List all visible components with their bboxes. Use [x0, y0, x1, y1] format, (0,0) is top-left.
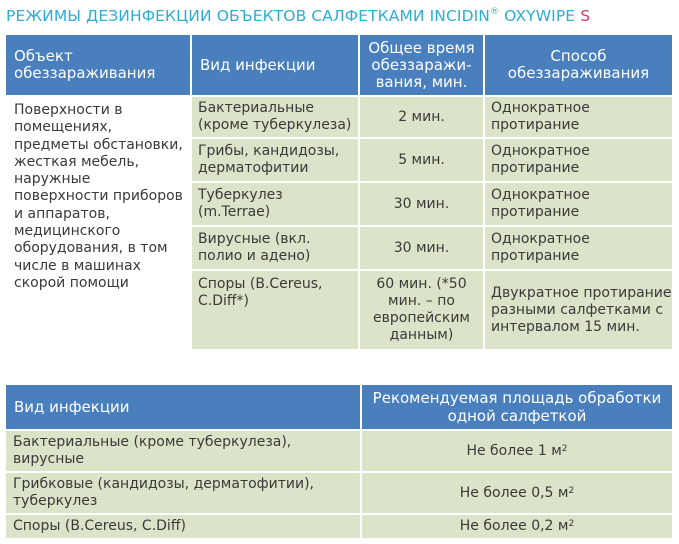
table2-header-row: [6, 385, 672, 430]
area-value: Не более 0,2 м: [459, 518, 569, 534]
header-method: Способ обеззараживания: [484, 35, 672, 96]
area-value: Не более 1 м: [466, 442, 562, 459]
registered-mark: ®: [490, 7, 500, 17]
area-cell: [361, 472, 672, 514]
table-row: [6, 472, 672, 514]
time-cell: 30 мин.: [359, 182, 484, 226]
infection-cell: Вирусные (вкл. полио и адено): [191, 226, 359, 270]
method-cell: Однократное протирание: [484, 96, 672, 138]
header-time: Общее время обеззаражи-вания, мин.: [359, 35, 484, 96]
table-row: [6, 96, 672, 138]
infection-cell: Споры (B.Cereus, C.Diff*): [191, 270, 359, 350]
area-cell: [361, 514, 672, 539]
infection-cell: Грибы, кандидозы, дерматофитии: [191, 138, 359, 182]
disinfection-modes-table: [6, 35, 672, 351]
title-suffix: S: [580, 7, 591, 25]
infection-cell: Споры (B.Cereus, C.Diff): [6, 514, 361, 539]
header-area: Рекомендуемая площадь обработки одной салфеткой: [361, 385, 672, 430]
infection-cell: Бактериальные (кроме туберкулеза): [191, 96, 359, 138]
time-cell: 5 мин.: [359, 138, 484, 182]
unit-superscript: 2: [568, 485, 575, 496]
header-infection-2: Вид инфекции: [6, 385, 361, 430]
method-cell: Однократное протирание: [484, 226, 672, 270]
time-cell: 30 мин.: [359, 226, 484, 270]
method-cell: Однократное протирание: [484, 138, 672, 182]
wipe-coverage-table: [6, 385, 672, 540]
time-cell: 60 мин. (*50 мин. – по европейским данным): [359, 270, 484, 350]
page-title: [6, 5, 678, 27]
area-cell: [361, 430, 672, 472]
method-cell: Однократное протирание: [484, 182, 672, 226]
header-object: Объект обеззараживания: [6, 35, 191, 96]
time-cell: 2 мин.: [359, 96, 484, 138]
unit-superscript: 2: [561, 443, 568, 454]
infection-cell: Туберкулез (m.Terrae): [191, 182, 359, 226]
table-row: [6, 430, 672, 472]
object-cell: Поверхности в помещениях, предметы обстановки, жесткая мебель, наружные поверхности приборов и аппаратов, медицинского оборудования, в том числе в машинах скорой помощи: [6, 96, 191, 350]
method-cell: Двукратное протирание разными салфетками с интервалом 15 мин.: [484, 270, 672, 350]
unit-superscript: 2: [568, 519, 575, 529]
header-infection: Вид инфекции: [191, 35, 359, 96]
infection-cell: Грибковые (кандидозы, дерматофитии), туберкулез: [6, 472, 361, 514]
table1-header-row: [6, 35, 672, 96]
title-main: РЕЖИМЫ ДЕЗИНФЕКЦИИ ОБЪЕКТОВ САЛФЕТКАМИ INCIDIN: [6, 7, 491, 25]
table-row: [6, 514, 672, 539]
title-product: OXYWIPE: [499, 7, 581, 25]
area-value: Не более 0,5 м: [459, 484, 569, 501]
infection-cell: Бактериальные (кроме туберкулеза), вирусные: [6, 430, 361, 472]
